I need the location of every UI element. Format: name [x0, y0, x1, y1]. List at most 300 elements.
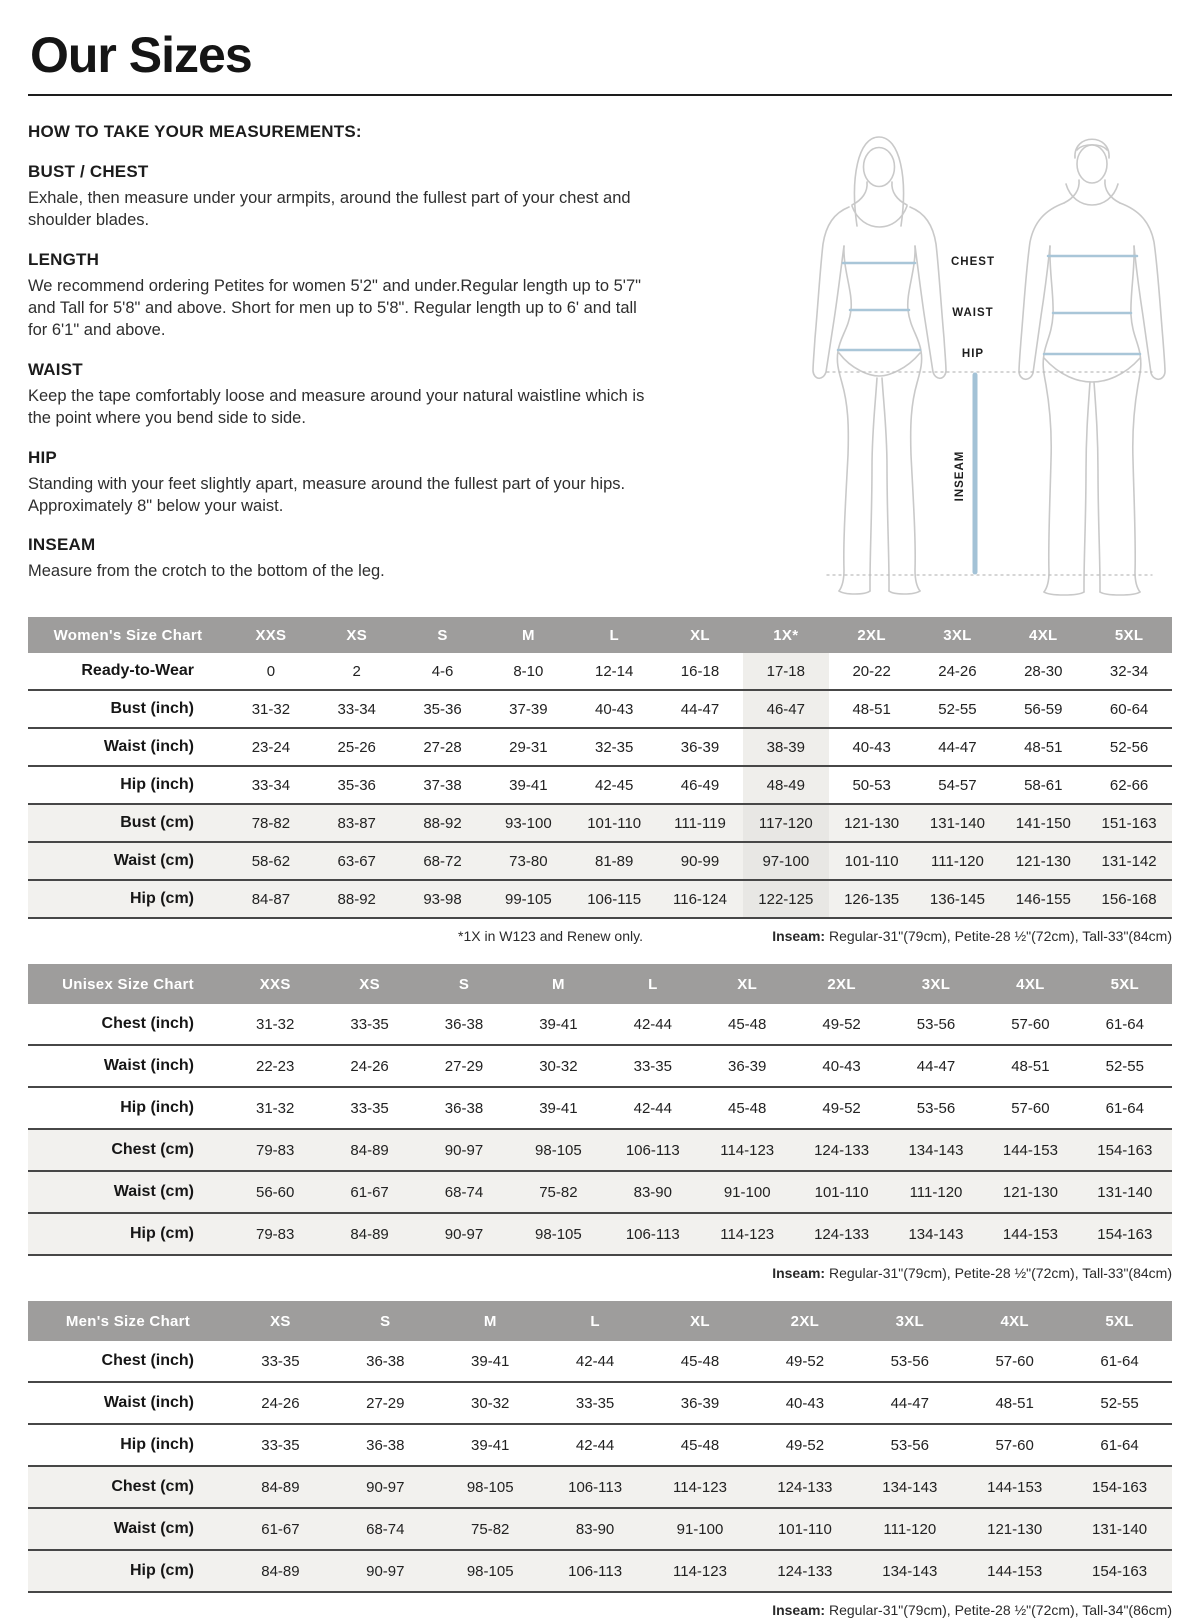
size-cell: 83-90 — [575, 1520, 615, 1538]
size-cell: 0 — [266, 662, 276, 680]
inseam-footnote-label: Inseam: — [772, 1602, 826, 1618]
size-cell: 30-32 — [471, 1394, 510, 1412]
size-cell: 57-60 — [995, 1436, 1034, 1454]
size-cell: 61-64 — [1105, 1099, 1144, 1117]
size-cell: 22-23 — [256, 1057, 295, 1075]
size-cell: 46-47 — [743, 691, 829, 727]
size-cell: 32-34 — [1109, 662, 1149, 680]
size-cell: 154-163 — [1092, 1478, 1148, 1496]
table-row — [28, 653, 1172, 691]
size-cell: 39-41 — [471, 1352, 510, 1370]
row-label: Hip (cm) — [130, 890, 194, 907]
size-cell: 39-41 — [539, 1015, 578, 1033]
size-cell: 151-163 — [1101, 814, 1157, 832]
size-cell: 111-120 — [883, 1520, 937, 1538]
size-cell: 131-140 — [1097, 1183, 1153, 1201]
row-label: Bust (inch) — [110, 700, 194, 717]
section-body: We recommend ordering Petites for women 5'2" and under.Regular length up to 5'7" and Tall for 5'8" and above. Short for men up to 5'8". Regular length up to 6' and tall for 6'1" and above. — [28, 276, 641, 339]
size-cell: 56-60 — [256, 1183, 295, 1201]
row-label: Waist (inch) — [103, 738, 194, 755]
size-cell: 42-44 — [575, 1352, 615, 1370]
size-column-header: XL — [737, 975, 758, 993]
size-column-header: XXS — [255, 626, 287, 644]
one-x-footnote: *1X in W123 and Renew only. — [458, 928, 643, 944]
size-cell: 136-145 — [929, 890, 985, 908]
size-cell: 144-153 — [1002, 1141, 1058, 1159]
unisex-size-chart-table — [28, 964, 1172, 1256]
size-cell: 146-155 — [1015, 890, 1071, 908]
woman-figure — [813, 137, 946, 594]
row-label: Hip (inch) — [120, 1436, 194, 1453]
size-cell: 49-52 — [785, 1436, 825, 1454]
size-cell: 52-55 — [938, 700, 977, 718]
size-column-header: 2XL — [790, 1312, 820, 1330]
table-row — [28, 843, 1172, 881]
size-cell: 36-38 — [444, 1015, 484, 1033]
size-cell: 48-51 — [1024, 738, 1063, 756]
row-label: Hip (cm) — [130, 1225, 194, 1242]
table-row — [28, 767, 1172, 805]
womens-table-footnote — [28, 927, 1172, 945]
size-cell: 124-133 — [814, 1225, 870, 1243]
size-cell: 124-133 — [777, 1478, 833, 1496]
size-column-header: 4XL — [1000, 1312, 1029, 1330]
size-cell: 24-26 — [261, 1394, 300, 1412]
table-row — [28, 729, 1172, 767]
size-cell: 73-80 — [509, 852, 548, 870]
size-cell: 131-140 — [929, 814, 985, 832]
size-cell: 56-59 — [1024, 700, 1063, 718]
size-column-header: 4XL — [1029, 626, 1058, 644]
size-cell: 60-64 — [1109, 700, 1149, 718]
size-cell: 75-82 — [539, 1183, 578, 1201]
table-row — [28, 881, 1172, 919]
table-row — [28, 1004, 1172, 1046]
size-column-header: 3XL — [943, 626, 972, 644]
row-label: Hip (inch) — [120, 1099, 194, 1116]
size-cell: 12-14 — [594, 662, 634, 680]
size-cell: 39-41 — [539, 1099, 578, 1117]
section-body: Exhale, then measure under your armpits, around the fullest part of your chest and shoulder blades. — [28, 189, 631, 229]
size-cell: 48-51 — [1011, 1057, 1050, 1075]
size-cell: 83-87 — [337, 814, 376, 832]
row-label: Waist (cm) — [113, 1183, 194, 1200]
table-row — [28, 1383, 1172, 1425]
size-cell: 57-60 — [1011, 1015, 1050, 1033]
size-column-header: S — [437, 626, 448, 644]
size-cell: 37-39 — [509, 700, 548, 718]
table-header-row — [28, 617, 1172, 653]
row-label: Waist (inch) — [103, 1394, 194, 1411]
section-title: BUST / CHEST — [28, 162, 149, 181]
size-cell: 122-125 — [743, 881, 829, 917]
size-cell: 106-113 — [625, 1141, 680, 1159]
size-cell: 90-97 — [366, 1562, 405, 1580]
section-title: WAIST — [28, 359, 83, 379]
size-cell: 49-52 — [822, 1099, 861, 1117]
size-column-header: XS — [270, 1312, 291, 1330]
size-cell: 134-143 — [908, 1225, 964, 1243]
size-cell: 81-89 — [594, 852, 634, 870]
size-column-header: 3XL — [921, 975, 951, 993]
size-cell: 61-64 — [1100, 1436, 1139, 1454]
size-cell: 17-18 — [743, 653, 829, 689]
size-cell: 98-105 — [466, 1562, 514, 1580]
size-cell: 45-48 — [728, 1099, 767, 1117]
size-cell: 44-47 — [938, 738, 977, 756]
size-cell: 44-47 — [680, 700, 720, 718]
row-label: Bust (cm) — [120, 814, 194, 831]
row-label: Chest (inch) — [101, 1352, 194, 1369]
size-cell: 90-97 — [444, 1225, 484, 1243]
size-cell: 97-100 — [743, 843, 829, 879]
inseam-footnote — [772, 1601, 1172, 1619]
size-cell: 16-18 — [680, 662, 720, 680]
figures-column — [782, 120, 1172, 603]
size-cell: 27-29 — [366, 1394, 405, 1412]
size-cell: 83-90 — [633, 1183, 672, 1201]
size-cell: 106-113 — [568, 1478, 623, 1496]
size-cell: 90-97 — [366, 1478, 405, 1496]
size-cell: 88-92 — [423, 814, 462, 832]
size-cell: 39-41 — [471, 1436, 510, 1454]
man-figure — [1019, 139, 1165, 595]
size-cell: 84-87 — [251, 890, 291, 908]
size-cell: 99-105 — [505, 890, 552, 908]
size-cell: 63-67 — [337, 852, 376, 870]
size-cell: 84-89 — [261, 1562, 300, 1580]
inseam-footnote-text: Regular-31"(79cm), Petite-28 ½"(72cm), Tall-34"(86cm) — [825, 1602, 1172, 1618]
size-cell: 35-36 — [337, 776, 376, 794]
size-column-header: XL — [690, 1312, 710, 1330]
table-row — [28, 691, 1172, 729]
size-cell: 154-163 — [1092, 1562, 1148, 1580]
size-cell: 57-60 — [995, 1352, 1034, 1370]
size-cell: 33-35 — [633, 1057, 672, 1075]
size-cell: 124-133 — [814, 1141, 870, 1159]
size-cell: 8-10 — [513, 662, 544, 680]
section-length — [28, 250, 762, 342]
table-row — [28, 1341, 1172, 1383]
size-column-header: 5XL — [1114, 626, 1144, 644]
size-cell: 33-35 — [261, 1436, 300, 1454]
size-column-header: 2XL — [857, 626, 886, 644]
womens-size-chart-table — [28, 617, 1172, 919]
section-title: INSEAM — [28, 535, 96, 555]
size-column-header: XS — [359, 975, 380, 993]
size-cell: 49-52 — [785, 1352, 825, 1370]
size-cell: 111-120 — [909, 1183, 963, 1201]
size-cell: 38-39 — [743, 729, 829, 765]
size-cell: 121-130 — [987, 1520, 1043, 1538]
size-cell: 154-163 — [1097, 1225, 1153, 1243]
table-title-cell: Women's Size Chart — [53, 626, 203, 644]
size-cell: 134-143 — [882, 1478, 938, 1496]
size-column-header: 4XL — [1016, 975, 1045, 993]
size-cell: 45-48 — [680, 1436, 720, 1454]
size-cell: 126-135 — [844, 890, 900, 908]
table-row — [28, 1130, 1172, 1172]
table-title-cell: Men's Size Chart — [65, 1312, 191, 1330]
inseam-footnote-text: Regular-31"(79cm), Petite-28 ½"(72cm), Tall-33"(84cm) — [825, 928, 1172, 944]
inseam-footnote-label: Inseam: — [772, 1265, 826, 1281]
table-header-row — [28, 964, 1172, 1004]
size-cell: 40-43 — [852, 738, 891, 756]
size-cell: 90-99 — [680, 852, 720, 870]
size-column-header: XS — [346, 626, 368, 644]
size-column-header: 3XL — [895, 1312, 924, 1330]
size-cell: 45-48 — [728, 1015, 767, 1033]
size-cell: 42-44 — [633, 1099, 672, 1117]
size-cell: 79-83 — [256, 1141, 295, 1159]
size-cell: 50-53 — [852, 776, 891, 794]
table-row — [28, 1425, 1172, 1467]
size-cell: 48-51 — [852, 700, 891, 718]
page-title: Our Sizes — [30, 27, 252, 83]
size-column-header: M — [521, 626, 535, 644]
unisex-size-chart-block — [28, 964, 1172, 1282]
size-column-header: S — [380, 1312, 391, 1330]
section-hip — [28, 448, 762, 518]
size-cell: 101-110 — [814, 1183, 869, 1201]
size-cell: 124-133 — [777, 1562, 833, 1580]
size-cell: 20-22 — [852, 662, 891, 680]
inseam-label: INSEAM — [954, 450, 966, 502]
size-cell: 101-110 — [587, 814, 642, 832]
size-cell: 84-89 — [350, 1141, 389, 1159]
size-cell: 40-43 — [594, 700, 634, 718]
howto-text-column — [28, 120, 782, 601]
size-cell: 53-56 — [916, 1099, 956, 1117]
size-cell: 134-143 — [908, 1141, 964, 1159]
size-cell: 31-32 — [256, 1015, 295, 1033]
size-column-header: XL — [690, 626, 710, 644]
row-label: Waist (cm) — [113, 852, 194, 869]
size-cell: 144-153 — [987, 1478, 1043, 1496]
mens-size-chart-block — [28, 1301, 1172, 1619]
size-charts-area — [28, 617, 1172, 1619]
size-cell: 53-56 — [890, 1352, 929, 1370]
size-cell: 24-26 — [938, 662, 977, 680]
size-cell: 33-35 — [350, 1099, 389, 1117]
size-column-header: M — [551, 975, 565, 993]
size-cell: 36-39 — [680, 738, 720, 756]
size-column-header: M — [483, 1312, 497, 1330]
size-cell: 42-45 — [594, 776, 634, 794]
section-title: LENGTH — [28, 249, 100, 269]
size-cell: 42-44 — [575, 1436, 615, 1454]
row-label: Hip (inch) — [120, 776, 194, 793]
waist-label: WAIST — [952, 307, 994, 319]
size-cell: 53-56 — [916, 1015, 956, 1033]
size-cell: 53-56 — [890, 1436, 929, 1454]
table-row — [28, 1467, 1172, 1509]
size-cell: 98-105 — [535, 1225, 582, 1243]
size-cell: 90-97 — [444, 1141, 484, 1159]
size-cell: 40-43 — [822, 1057, 861, 1075]
row-label: Chest (cm) — [111, 1478, 194, 1495]
size-cell: 154-163 — [1097, 1141, 1153, 1159]
size-cell: 36-38 — [366, 1352, 405, 1370]
size-cell: 91-100 — [723, 1183, 771, 1201]
size-cell: 68-74 — [444, 1183, 484, 1201]
section-bust-chest — [28, 162, 762, 232]
size-cell: 121-130 — [1002, 1183, 1058, 1201]
size-cell: 33-34 — [251, 776, 291, 794]
size-cell: 114-123 — [720, 1225, 775, 1243]
size-column-header: XXS — [259, 975, 291, 993]
inseam-footnote — [772, 1264, 1172, 1282]
row-label: Hip (cm) — [130, 1562, 194, 1579]
size-cell: 40-43 — [785, 1394, 825, 1412]
size-cell: 141-150 — [1015, 814, 1071, 832]
size-cell: 44-47 — [890, 1394, 929, 1412]
size-cell: 134-143 — [882, 1562, 938, 1580]
size-cell: 61-64 — [1100, 1352, 1139, 1370]
size-cell: 114-123 — [673, 1562, 727, 1580]
size-column-header: 5XL — [1105, 1312, 1134, 1330]
title-divider — [28, 94, 1172, 96]
size-column-header: L — [648, 975, 658, 993]
size-cell: 106-113 — [625, 1225, 680, 1243]
size-cell: 68-74 — [366, 1520, 405, 1538]
size-cell: 98-105 — [535, 1141, 582, 1159]
table-row — [28, 1551, 1172, 1593]
size-cell: 33-34 — [337, 700, 376, 718]
size-cell: 58-62 — [251, 852, 291, 870]
size-cell: 106-115 — [587, 890, 642, 908]
size-cell: 101-110 — [777, 1520, 832, 1538]
size-cell: 27-29 — [444, 1057, 484, 1075]
inseam-footnote-text: Regular-31"(79cm), Petite-28 ½"(72cm), Tall-33"(84cm) — [825, 1265, 1172, 1281]
size-cell: 117-120 — [743, 805, 829, 841]
size-cell: 33-35 — [350, 1015, 389, 1033]
size-cell: 30-32 — [539, 1057, 578, 1075]
size-cell: 114-123 — [720, 1141, 775, 1159]
section-body: Standing with your feet slightly apart, measure around the fullest part of your hips. Approximately 8" below your waist. — [28, 474, 626, 515]
size-cell: 31-32 — [256, 1099, 295, 1117]
size-cell: 121-130 — [1015, 852, 1071, 870]
size-cell: 46-49 — [680, 776, 720, 794]
size-cell: 62-66 — [1109, 776, 1149, 794]
size-cell: 44-47 — [916, 1057, 956, 1075]
table-row — [28, 1046, 1172, 1088]
size-cell: 116-124 — [673, 890, 727, 908]
hip-label: HIP — [961, 348, 985, 360]
size-cell: 91-100 — [676, 1520, 724, 1538]
size-cell: 42-44 — [633, 1015, 672, 1033]
measurement-instructions-area — [28, 120, 1172, 603]
size-cell: 75-82 — [471, 1520, 510, 1538]
size-cell: 156-168 — [1101, 890, 1157, 908]
size-cell: 36-39 — [728, 1057, 767, 1075]
size-cell: 68-72 — [423, 852, 462, 870]
size-column-header: L — [609, 626, 619, 644]
row-label: Waist (inch) — [103, 1057, 194, 1074]
size-cell: 39-41 — [509, 776, 548, 794]
table-row — [28, 1088, 1172, 1130]
table-row — [28, 1172, 1172, 1214]
size-cell: 4-6 — [431, 662, 454, 680]
howto-heading: HOW TO TAKE YOUR MEASUREMENTS: — [28, 122, 362, 141]
size-cell: 114-123 — [673, 1478, 727, 1496]
unisex-table-footnote — [28, 1264, 1172, 1282]
size-cell: 32-35 — [594, 738, 634, 756]
table-header-row — [28, 1301, 1172, 1341]
size-cell: 33-35 — [575, 1394, 615, 1412]
size-cell: 93-100 — [505, 814, 552, 832]
size-cell: 52-55 — [1100, 1394, 1139, 1412]
size-column-header: 2XL — [827, 975, 856, 993]
chest-label: CHEST — [951, 256, 995, 268]
size-cell: 31-32 — [251, 700, 291, 718]
size-cell: 84-89 — [350, 1225, 389, 1243]
size-cell: 36-38 — [366, 1436, 405, 1454]
size-cell: 93-98 — [423, 890, 462, 908]
row-label: Chest (inch) — [101, 1015, 194, 1032]
table-row — [28, 1214, 1172, 1256]
size-cell: 33-35 — [261, 1352, 300, 1370]
size-cell: 106-113 — [568, 1562, 623, 1580]
size-cell: 2 — [352, 662, 361, 680]
size-cell: 54-57 — [938, 776, 977, 794]
size-cell: 144-153 — [987, 1562, 1043, 1580]
size-cell: 57-60 — [1011, 1099, 1050, 1117]
size-cell: 29-31 — [509, 738, 548, 756]
size-cell: 45-48 — [680, 1352, 720, 1370]
size-cell: 27-28 — [423, 738, 462, 756]
size-cell: 35-36 — [423, 700, 462, 718]
size-cell: 49-52 — [822, 1015, 861, 1033]
size-column-header: S — [458, 975, 470, 993]
row-label: Waist (cm) — [113, 1520, 194, 1537]
size-column-header: L — [590, 1312, 600, 1330]
size-cell: 48-51 — [995, 1394, 1034, 1412]
inseam-footnote-label: Inseam: — [772, 928, 826, 944]
size-column-header: 1X* — [773, 626, 799, 644]
section-inseam — [28, 535, 762, 583]
size-cell: 131-140 — [1092, 1520, 1148, 1538]
row-label: Chest (cm) — [111, 1141, 194, 1158]
size-cell: 52-56 — [1109, 738, 1149, 756]
size-cell: 48-49 — [743, 767, 829, 803]
section-body: Measure from the crotch to the bottom of the leg. — [28, 562, 385, 581]
mens-table-footnote — [28, 1601, 1172, 1619]
section-body: Keep the tape comfortably loose and measure around your natural waistline which is the point where you bend side to side. — [28, 386, 645, 427]
size-cell: 78-82 — [251, 814, 291, 832]
size-cell: 131-142 — [1101, 852, 1157, 870]
size-cell: 36-39 — [680, 1394, 720, 1412]
size-cell: 144-153 — [1002, 1225, 1058, 1243]
size-cell: 111-120 — [931, 852, 984, 870]
section-waist — [28, 360, 762, 430]
table-title-cell: Unisex Size Chart — [62, 975, 194, 993]
size-cell: 58-61 — [1024, 776, 1063, 794]
size-cell: 52-55 — [1105, 1057, 1144, 1075]
size-cell: 88-92 — [337, 890, 376, 908]
size-cell: 28-30 — [1024, 662, 1063, 680]
size-cell: 23-24 — [251, 738, 291, 756]
size-cell: 61-64 — [1105, 1015, 1144, 1033]
size-cell: 25-26 — [337, 738, 376, 756]
inseam-footnote — [772, 927, 1172, 945]
size-cell: 121-130 — [844, 814, 900, 832]
size-cell: 61-67 — [350, 1183, 389, 1201]
size-cell: 61-67 — [261, 1520, 300, 1538]
table-row — [28, 1509, 1172, 1551]
row-label: Ready-to-Wear — [81, 662, 194, 679]
womens-size-chart-block — [28, 617, 1172, 945]
